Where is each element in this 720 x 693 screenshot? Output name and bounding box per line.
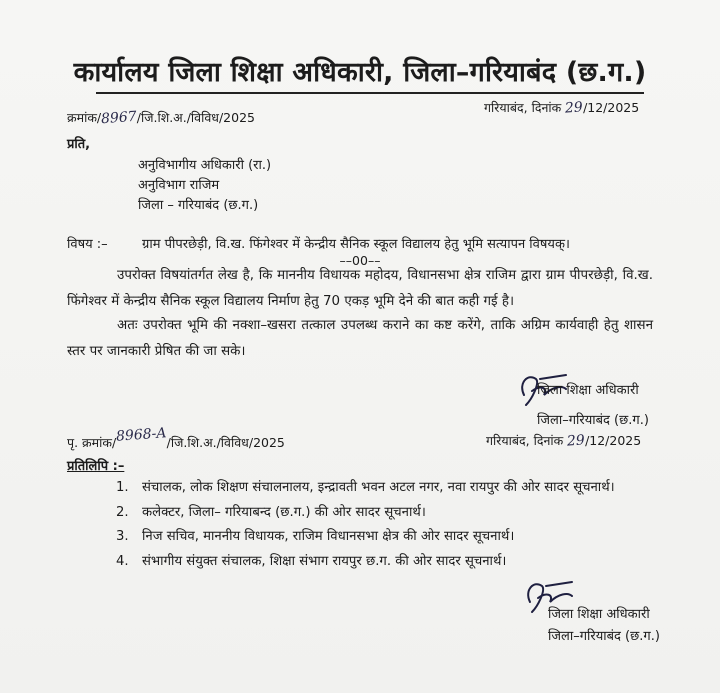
body-paragraph-2: अतः उपरोक्त भूमि की नक्शा–खसरा तत्काल उपलब्ध कराने का कष्ट करेंगे, ताकि अग्रिम कार्यवाही हेतु शासन स्तर पर जानकारी प्रेषित की जा सके। — [67, 318, 653, 359]
subject-text: ग्राम पीपरछेड़ी, वि.ख. फिंगेश्वर में केन्द्रीय सैनिक स्कूल विद्यालय हेतु भूमि सत्यापन विषयक्। — [142, 237, 570, 252]
letter2-ref-number-handwritten: 8968-A — [115, 425, 168, 445]
recipient-line: अनुविभागीय अधिकारी (रा.) — [138, 158, 272, 173]
signatory-place: जिला–गरियाबंद (छ.ग.) — [537, 413, 649, 428]
cc-list — [104, 476, 684, 574]
body-paragraph-1: उपरोक्त विषयांतर्गत लेख है, कि माननीय विधायक महोदय, विधानसभा क्षेत्र राजिम द्वारा ग्राम पीपरछेड़ी, वि.ख. फिंगेश्वर में केन्द्रीय सैनिक स्कूल विद्यालय निर्माण हेतु 70 एकड़ भूमि देने की बात कही गई है। — [67, 268, 653, 309]
letter1-date: गरियाबंद, दिनांक 29/12/2025 — [484, 99, 640, 117]
recipient-block — [138, 156, 271, 216]
signatory-place-2: जिला–गरियाबंद (छ.ग.) — [548, 629, 660, 644]
letter1-reference: क्रमांक/8967/जि.शि.अ./विविध/2025 — [67, 108, 255, 128]
list-item: 1. संचालक, लोक शिक्षण संचालनालय, इन्द्रावती भवन अटल नगर, नवा रायपुर की ओर सादर सूचनार्थ। — [116, 480, 615, 495]
title-underline — [96, 92, 644, 94]
recipient-line: अनुविभाग राजिम — [138, 178, 220, 193]
list-item: 4. संभागीय संयुक्त संचालक, शिक्षा संभाग रायपुर छ.ग. की ओर सादर सूचनार्थ। — [116, 553, 507, 569]
recipient-line: जिला – गरियाबंद (छ.ग.) — [138, 198, 259, 213]
letter1-date-day-handwritten: 29 — [564, 99, 584, 117]
signatory-title: जिला शिक्षा अधिकारी — [537, 383, 639, 398]
separator: ––00–– — [339, 253, 381, 268]
subject-label: विषय :– — [67, 237, 108, 252]
letter2-date-day-handwritten: 29 — [566, 432, 586, 450]
cc-label: प्रतिलिपि :– — [67, 459, 125, 474]
letter2-reference: पृ. क्रमांक/8968-A/जि.शि.अ./विविध/2025 — [67, 425, 285, 450]
to-label: प्रति, — [67, 137, 91, 152]
list-item: 3. निज सचिव, माननीय विधायक, राजिम विधानसभा क्षेत्र की ओर सादर सूचनार्थ। — [116, 529, 515, 544]
office-title: कार्यालय जिला शिक्षा अधिकारी, जिला–गरियाबंद (छ.ग.) — [73, 57, 647, 88]
letter2-date: गरियाबंद, दिनांक 29/12/2025 — [486, 432, 642, 450]
letter1-ref-number-handwritten: 8967 — [100, 108, 138, 128]
list-item: 2. कलेक्टर, जिला– गरियाबन्द (छ.ग.) की ओर सादर सूचनार्थ। — [116, 504, 426, 520]
signatory-title-2: जिला शिक्षा अधिकारी — [548, 607, 650, 622]
